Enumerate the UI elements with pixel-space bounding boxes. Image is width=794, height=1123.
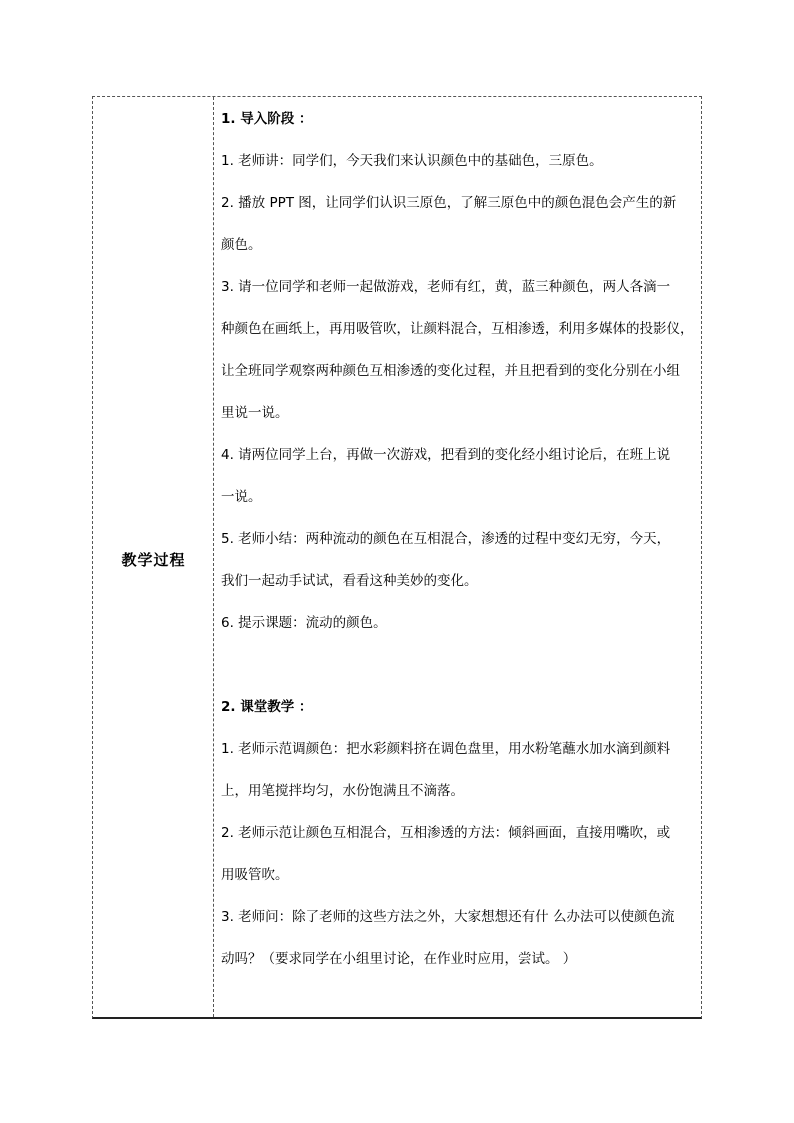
content-line: 一说。 bbox=[221, 489, 262, 505]
content-line: 5. 老师小结：两种流动的颜色在互相混合，渗透的过程中变幻无穷，今天， bbox=[221, 531, 671, 547]
content-line: 上，用笔搅拌均匀，水份饱满且不滴落。 bbox=[221, 783, 464, 799]
content-line: 3. 老师问：除了老师的这些方法之外，大家想想还有什 么办法可以使颜色流 bbox=[221, 909, 675, 925]
content-line: 1. 老师讲：同学们，今天我们来认识颜色中的基础色，三原色。 bbox=[221, 153, 603, 169]
content-line: 2. 老师示范让颜色互相混合，互相渗透的方法：倾斜画面，直接用嘴吹，或 bbox=[221, 825, 671, 841]
section-heading: 1. 导入阶段 ： bbox=[221, 111, 313, 127]
content-line: 颜色。 bbox=[221, 237, 262, 253]
content-line: 2. 播放 PPT 图，让同学们认识三原色，了解三原色中的颜色混色会产生的新 bbox=[221, 195, 677, 211]
content-line: 里说一说。 bbox=[221, 405, 289, 421]
content-line: 4. 请两位同学上台，再做一次游戏，把看到的变化经小组讨论后，在班上说 bbox=[221, 447, 671, 463]
content-line: 3. 请一位同学和老师一起做游戏，老师有红，黄，蓝三种颜色，两人各滴一 bbox=[221, 279, 671, 295]
row-label: 教学过程 bbox=[121, 551, 186, 569]
content-line: 用吸管吹。 bbox=[221, 867, 289, 883]
section-heading: 2. 课堂教学 ： bbox=[221, 699, 313, 715]
content-line: 1. 老师示范调颜色：把水彩颜料挤在调色盘里，用水粉笔蘸水加水滴到颜料 bbox=[221, 741, 671, 757]
row-label-cell bbox=[93, 97, 214, 1017]
content-line: 让全班同学观察两种颜色互相渗透的变化过程，并且把看到的变化分别在小组 bbox=[221, 363, 680, 379]
row-content-cell bbox=[214, 97, 701, 1017]
lesson-table bbox=[92, 96, 702, 1019]
content-line: 种颜色在画纸上，再用吸管吹，让颜料混合，互相渗透，利用多媒体的投影仪， bbox=[221, 321, 694, 337]
content-line: 动吗？（要求同学在小组里讨论，在作业时应用，尝试。 ） bbox=[221, 951, 577, 967]
content-line: 6. 提示课题：流动的颜色。 bbox=[221, 615, 387, 631]
content-line: 我们一起动手试试，看看这种美妙的变化。 bbox=[221, 573, 478, 589]
